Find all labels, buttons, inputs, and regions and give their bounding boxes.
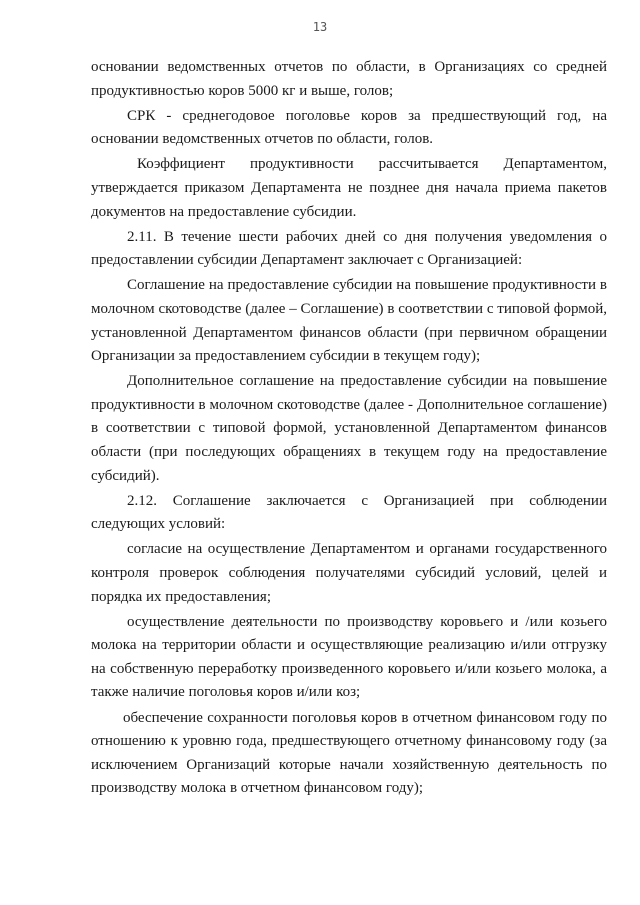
page-number: 13 (312, 20, 328, 34)
paragraph-agreement: Соглашение на предоставление субсидии на повышение продуктивности в молочном скотоводстве (далее – Соглашение) в соответствии с типовой формой, установленной Департаментом финансов области (при первичном обращении Организации за предоставлением субсидии в текущем году); (91, 277, 607, 365)
paragraph-additional-agreement: Дополнительное соглашение на предоставление субсидии на повышение продуктивности в молочном скотоводстве (далее - Дополнительное соглашение) в соответствии с типовой формой, установленной Департаментом финансов области (при последующих обращениях в текущем году на предоставление субсидий). (91, 373, 607, 484)
condition-consent: согласие на осуществление Департаментом и органами государственного контроля проверок соблюдения получателями субсидий условий, целей и порядка их предоставления; (91, 541, 607, 605)
paragraph-continuation: основании ведомственных отчетов по области, в Организациях со средней продуктивностью коров 5000 кг и выше, голов; (91, 59, 607, 99)
condition-herd-preservation: обеспечение сохранности поголовья коров в отчетном финансовом году по отношению к уровню года, предшествующего отчетному финансовому году (за исключением Организаций которые начали хозяйственную деятельность по производству молока в отчетном финансовом году); (91, 709, 607, 797)
paragraph-2-12: 2.12. Соглашение заключается с Организацией при соблюдении следующих условий: (91, 492, 607, 533)
paragraph-productivity-coefficient: Коэффициент продуктивности рассчитывается Департаментом, утверждается приказом Департамента не позднее дня начала приема пакетов документов на предоставление субсидии. (91, 156, 607, 220)
paragraph-srk-definition: СРК - среднегодовое поголовье коров за предшествующий год, на основании ведомственных отчетов по области, голов. (91, 107, 607, 148)
condition-milk-production: осуществление деятельности по производству коровьего и /или козьего молока на территории области и осуществляющие реализацию и/или отгрузку на собственную переработку произведенного коровьего и/или козьего молока, а также наличие поголовья коров и/или коз; (91, 613, 607, 701)
document-body (91, 56, 607, 802)
paragraph-2-11: 2.11. В течение шести рабочих дней со дня получения уведомления о предоставлении субсидии Департамент заключает с Организацией: (91, 228, 607, 269)
